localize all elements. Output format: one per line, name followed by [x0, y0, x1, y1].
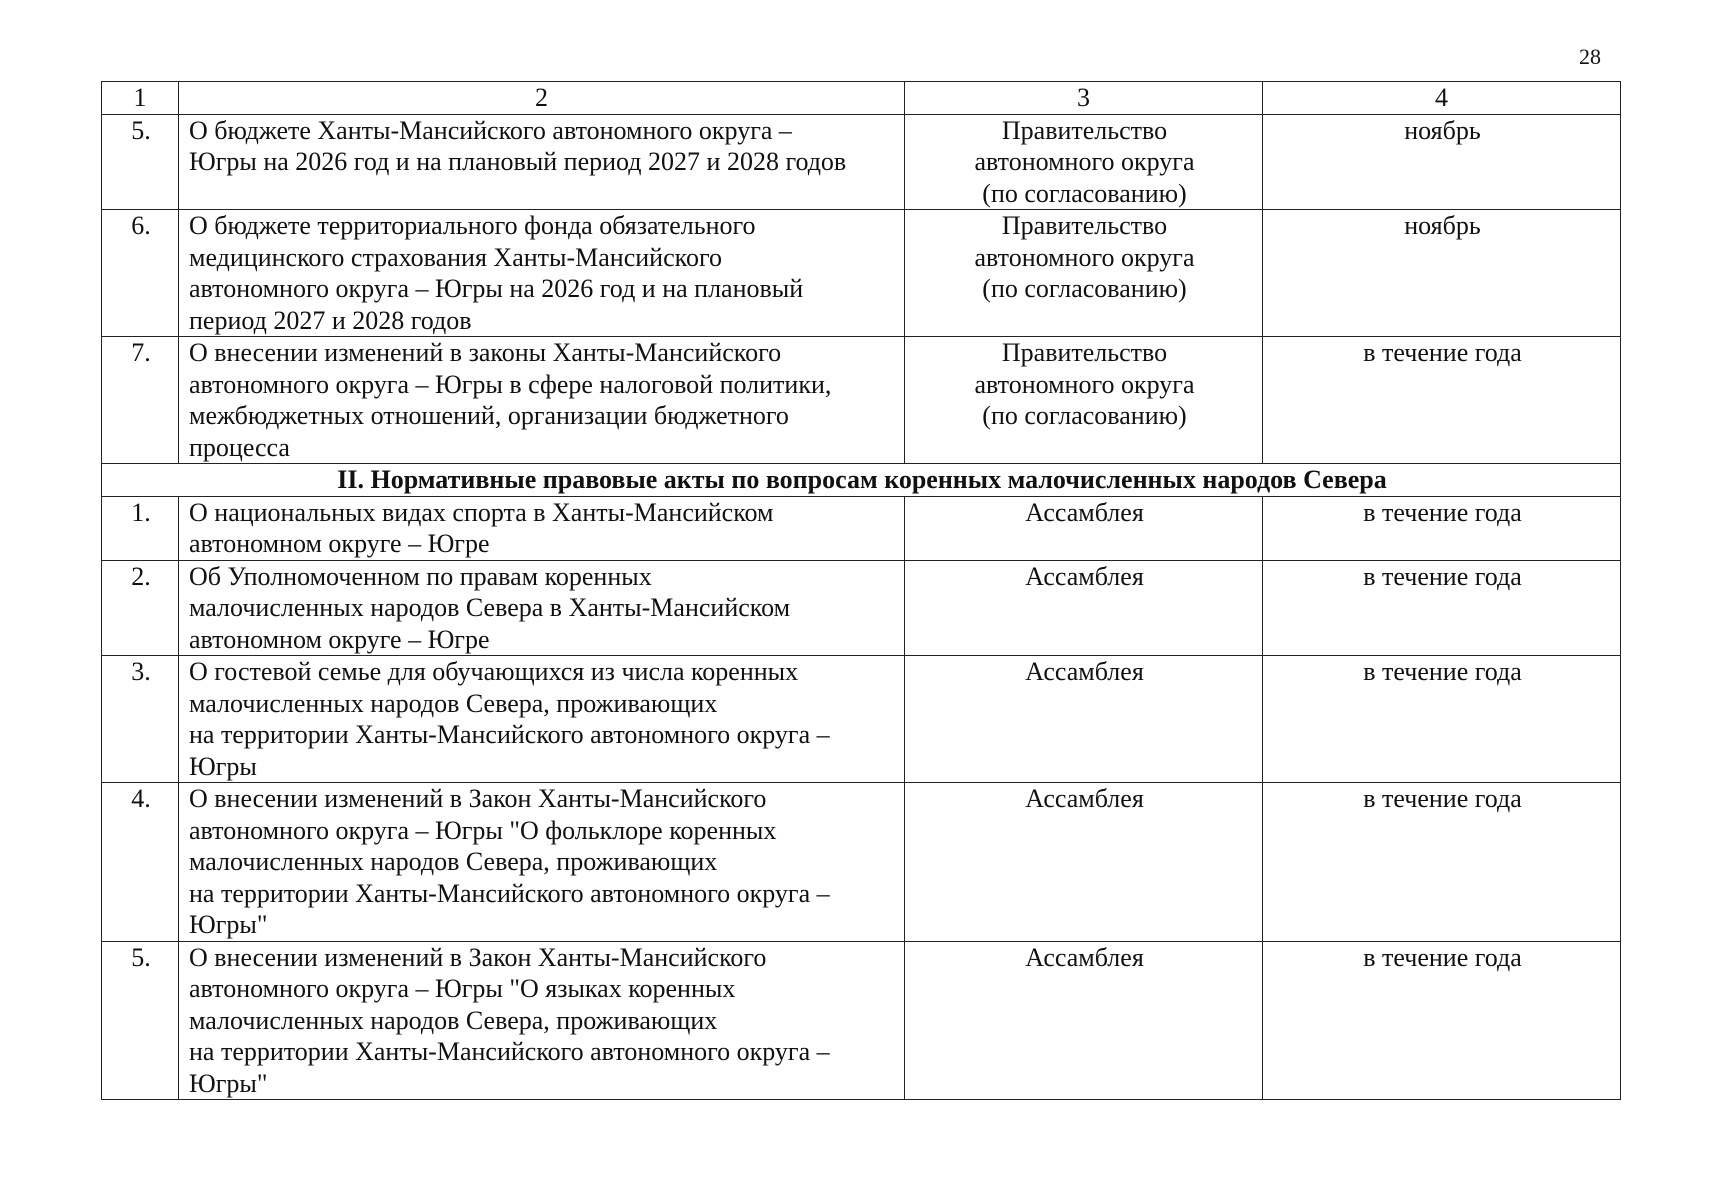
act-title: Об Уполномоченном по правам коренных малочисленных народов Севера в Ханты-Мансийском автономном округе – Югре — [179, 560, 905, 656]
column-number-1: 1 — [102, 82, 179, 115]
act-title: О внесении изменений в Закон Ханты-Мансийского автономного округа – Югры "О фольклоре коренных малочисленных народов Севера, проживающих на территории Ханты-Мансийского автономного округа – Югры" — [179, 783, 905, 942]
deadline: в течение года — [1263, 656, 1621, 783]
responsible-body: Ассамблея — [905, 941, 1263, 1100]
act-title: О гостевой семье для обучающихся из числа коренных малочисленных народов Севера, проживающих на территории Ханты-Мансийского автономного округа – Югры — [179, 656, 905, 783]
section-title: II. Нормативные правовые акты по вопросам коренных малочисленных народов Севера — [102, 464, 1621, 497]
row-number: 1. — [102, 496, 179, 560]
deadline: в течение года — [1263, 337, 1621, 464]
act-title: О внесении изменений в Закон Ханты-Мансийского автономного округа – Югры "О языках коренных малочисленных народов Севера, проживающих на территории Ханты-Мансийского автономного округа – Югры" — [179, 941, 905, 1100]
row-number: 3. — [102, 656, 179, 783]
legislation-plan-table — [101, 81, 1621, 1100]
row-number: 6. — [102, 210, 179, 337]
column-number-3: 3 — [905, 82, 1263, 115]
column-number-4: 4 — [1263, 82, 1621, 115]
responsible-body: Правительство автономного округа (по согласованию) — [905, 337, 1263, 464]
row-number: 5. — [102, 941, 179, 1100]
responsible-body: Правительство автономного округа (по согласованию) — [905, 114, 1263, 210]
responsible-body: Ассамблея — [905, 783, 1263, 942]
act-title: О бюджете Ханты-Мансийского автономного округа – Югры на 2026 год и на плановый период 2027 и 2028 годов — [179, 114, 905, 210]
responsible-body: Ассамблея — [905, 560, 1263, 656]
table-row — [102, 337, 1621, 464]
row-number: 4. — [102, 783, 179, 942]
responsible-body: Ассамблея — [905, 496, 1263, 560]
deadline: в течение года — [1263, 783, 1621, 942]
column-number-row — [102, 82, 1621, 115]
row-number: 7. — [102, 337, 179, 464]
row-number: 2. — [102, 560, 179, 656]
table-row — [102, 560, 1621, 656]
table-row — [102, 656, 1621, 783]
table-row — [102, 210, 1621, 337]
table-row — [102, 114, 1621, 210]
responsible-body: Ассамблея — [905, 656, 1263, 783]
column-number-2: 2 — [179, 82, 905, 115]
row-number: 5. — [102, 114, 179, 210]
deadline: в течение года — [1263, 496, 1621, 560]
table-row — [102, 783, 1621, 942]
deadline: в течение года — [1263, 560, 1621, 656]
page-number: 28 — [1579, 44, 1601, 69]
section-heading-row — [102, 464, 1621, 497]
responsible-body: Правительство автономного округа (по согласованию) — [905, 210, 1263, 337]
deadline: ноябрь — [1263, 210, 1621, 337]
act-title: О внесении изменений в законы Ханты-Мансийского автономного округа – Югры в сфере налоговой политики, межбюджетных отношений, организации бюджетного процесса — [179, 337, 905, 464]
table-row — [102, 941, 1621, 1100]
act-title: О бюджете территориального фонда обязательного медицинского страхования Ханты-Мансийского автономного округа – Югры на 2026 год и на плановый период 2027 и 2028 годов — [179, 210, 905, 337]
deadline: ноябрь — [1263, 114, 1621, 210]
table-row — [102, 496, 1621, 560]
deadline: в течение года — [1263, 941, 1621, 1100]
act-title: О национальных видах спорта в Ханты-Мансийском автономном округе – Югре — [179, 496, 905, 560]
